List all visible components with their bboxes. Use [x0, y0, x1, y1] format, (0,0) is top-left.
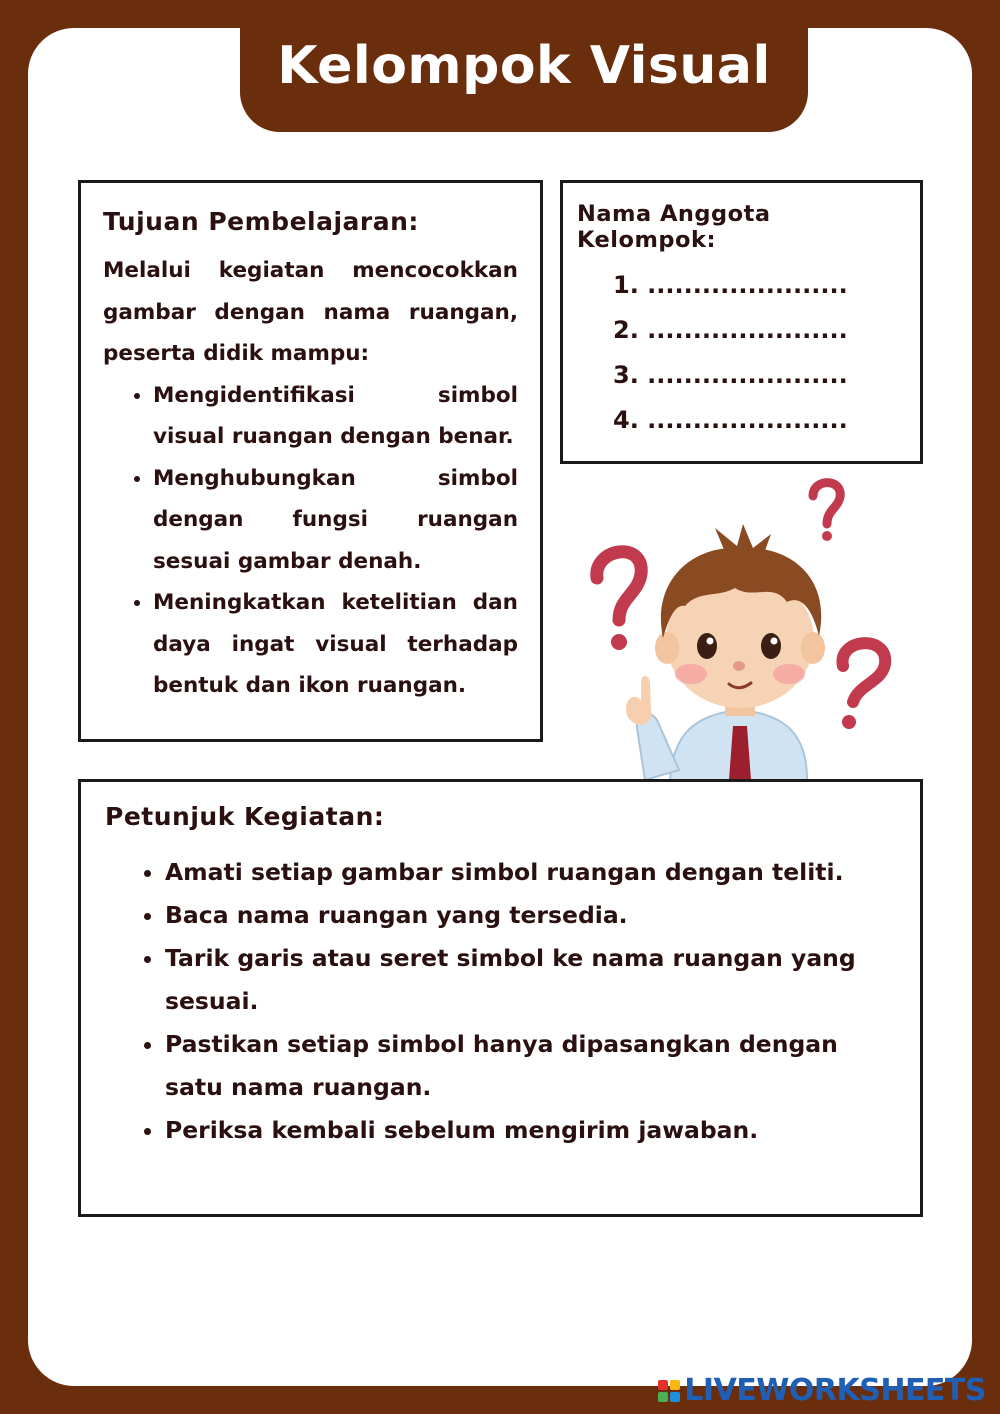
instructions-box [78, 779, 923, 1217]
ear-left [655, 632, 679, 664]
nose [733, 661, 745, 671]
page-title: Kelompok Visual [277, 36, 771, 96]
thinking-boy-illustration [575, 470, 915, 780]
question-mark-dot [611, 634, 627, 650]
cheek-right [773, 664, 805, 684]
instruction-item: • Periksa kembali sebelum mengirim jawaban. [165, 1109, 896, 1152]
question-mark-icon [597, 552, 641, 620]
liveworksheets-logo-icon [658, 1380, 680, 1402]
question-mark-icon [843, 643, 886, 702]
group-members-box [560, 180, 923, 464]
objective-item: • Mengidentifikasi simbol visual ruangan dengan benar. [153, 375, 518, 458]
member-line-2[interactable]: 2. ...................... [613, 316, 848, 344]
title-banner [240, 0, 808, 132]
objectives-intro: Melalui kegiatan mencocokkan gambar dengan nama ruangan, peserta didik mampu: [103, 258, 518, 366]
question-mark-dot [822, 531, 832, 541]
eye-right [761, 633, 781, 659]
watermark-text: LIVEWORKSHEETS [684, 1373, 986, 1408]
question-mark-dot [842, 715, 856, 729]
instructions-list [105, 851, 896, 1152]
objective-item: • Menghubungkan simbol dengan fungsi ruangan sesuai gambar denah. [153, 458, 518, 583]
ear-right [801, 632, 825, 664]
pointing-hand [626, 676, 651, 725]
instruction-item: • Amati setiap gambar simbol ruangan dengan teliti. [165, 851, 896, 894]
learning-objectives-box [78, 180, 543, 742]
member-line-4[interactable]: 4. ...................... [613, 406, 848, 434]
question-mark-icon [813, 483, 840, 524]
eye-left [697, 633, 717, 659]
objectives-list [103, 375, 518, 707]
members-heading: Nama Anggota Kelompok: [577, 201, 771, 253]
member-line-3[interactable]: 3. ...................... [613, 361, 848, 389]
objectives-heading: Tujuan Pembelajaran: [103, 207, 419, 236]
liveworksheets-watermark [658, 1373, 986, 1408]
cheek-left [675, 664, 707, 684]
instruction-item: • Baca nama ruangan yang tersedia. [165, 894, 896, 937]
member-line-1[interactable]: 1. ...................... [613, 271, 848, 299]
members-list [577, 263, 906, 443]
objective-item: • Meningkatkan ketelitian dan daya ingat visual terhadap bentuk dan ikon ruangan. [153, 582, 518, 707]
instruction-item: • Tarik garis atau seret simbol ke nama ruangan yang sesuai. [165, 937, 896, 1023]
instructions-heading: Petunjuk Kegiatan: [105, 802, 385, 831]
instruction-item: • Pastikan setiap simbol hanya dipasangkan dengan satu nama ruangan. [165, 1023, 896, 1109]
